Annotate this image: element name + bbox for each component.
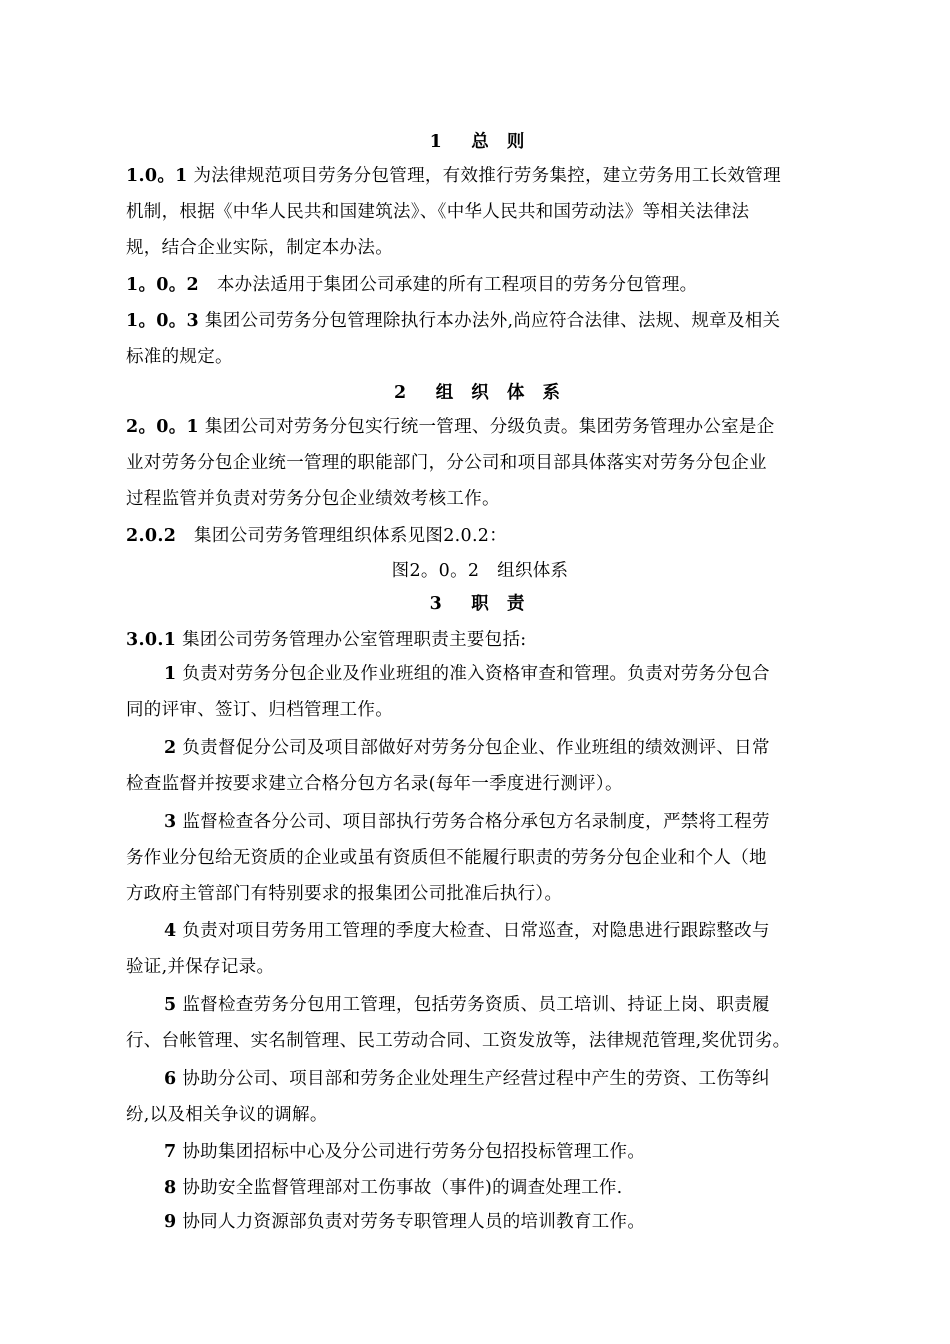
clause-number: 1。0。3 xyxy=(126,311,200,331)
duty-item-6-line-2: 纷,以及相关争议的调解。 xyxy=(126,1105,328,1125)
duty-item-1-line-1 xyxy=(164,662,770,686)
item-number: 5 xyxy=(164,995,177,1015)
duty-item-3-line-2: 务作业分包给无资质的企业或虽有资质但不能履行职责的劳务分包企业和个人（地 xyxy=(126,848,767,868)
section-1-heading: 1 总 则 xyxy=(429,132,531,152)
clause-1-0-1-line-1 xyxy=(126,164,781,188)
item-text: 负责对劳务分包企业及作业班组的准入资格审查和管理。负责对劳务分包合 xyxy=(176,664,770,684)
clause-2-0-1-line-1 xyxy=(126,415,775,439)
item-number: 6 xyxy=(164,1069,177,1089)
clause-text: 集团公司劳务分包管理除执行本办法外,尚应符合法律、法规、规章及相关 xyxy=(199,311,781,331)
section-2-heading: 2 组 织 体 系 xyxy=(394,383,566,403)
item-number: 8 xyxy=(164,1178,177,1198)
duty-item-1-line-2: 同的评审、签订、归档管理工作。 xyxy=(126,700,393,720)
clause-1-0-3-line-1 xyxy=(126,309,780,333)
clause-1-0-1-line-3: 规，结合企业实际，制定本办法。 xyxy=(126,238,393,258)
clause-number: 1.0。1 xyxy=(126,166,188,186)
clause-text: 集团公司劳务管理办公室管理职责主要包括: xyxy=(176,630,527,650)
duty-item-3-line-3: 方政府主管部门有特别要求的报集团公司批准后执行）。 xyxy=(126,884,563,904)
clause-text: 为法律规范项目劳务分包管理，有效推行劳务集控，建立劳务用工长效管理 xyxy=(187,166,781,186)
duty-item-5-line-1 xyxy=(164,993,770,1017)
item-text: 协助集团招标中心及分公司进行劳务分包招投标管理工作。 xyxy=(176,1142,646,1162)
item-number: 4 xyxy=(164,921,177,941)
duty-item-9 xyxy=(164,1210,645,1234)
clause-text: 集团公司劳务管理组织体系见图2.0.2： xyxy=(176,526,508,546)
item-text: 负责对项目劳务用工管理的季度大检查、日常巡查，对隐患进行跟踪整改与 xyxy=(176,921,770,941)
clause-text: 集团公司对劳务分包实行统一管理、分级负责。集团劳务管理办公室是企 xyxy=(199,417,775,437)
clause-1-0-2 xyxy=(126,273,697,297)
duty-item-3-line-1 xyxy=(164,810,770,834)
item-text: 监督检查各分公司、项目部执行劳务合格分承包方名录制度，严禁将工程劳 xyxy=(176,812,770,832)
figure-caption: 图2。0。2 组织体系 xyxy=(391,561,569,581)
item-number: 7 xyxy=(164,1142,177,1162)
clause-1-0-1-line-2: 机制，根据《中华人民共和国建筑法》、《中华人民共和国劳动法》等相关法律法 xyxy=(126,202,750,222)
clause-number: 2.0.2 xyxy=(126,526,177,546)
duty-item-4-line-2: 验证,并保存记录。 xyxy=(126,957,275,977)
item-text: 协助安全监督管理部对工伤事故（事件)的调查处理工作. xyxy=(176,1178,623,1198)
duty-item-8 xyxy=(164,1176,623,1200)
item-text: 协助分公司、项目部和劳务企业处理生产经营过程中产生的劳资、工伤等纠 xyxy=(176,1069,770,1089)
duty-item-2-line-1 xyxy=(164,736,770,760)
clause-number: 3.0.1 xyxy=(126,630,177,650)
item-number: 1 xyxy=(164,664,177,684)
clause-1-0-3-line-2: 标准的规定。 xyxy=(126,347,233,367)
duty-item-5-line-2: 行、台帐管理、实名制管理、民工劳动合同、工资发放等，法律规范管理,奖优罚劣。 xyxy=(126,1031,791,1051)
clause-text: 本办法适用于集团公司承建的所有工程项目的劳务分包管理。 xyxy=(199,275,698,295)
clause-number: 2。0。1 xyxy=(126,417,200,437)
clause-2-0-1-line-2: 业对劳务分包企业统一管理的职能部门，分公司和项目部具体落实对劳务分包企业 xyxy=(126,453,767,473)
item-text: 协同人力资源部负责对劳务专职管理人员的培训教育工作。 xyxy=(176,1212,646,1232)
clause-2-0-2 xyxy=(126,524,507,548)
section-3-heading: 3 职 责 xyxy=(429,594,531,614)
clause-2-0-1-line-3: 过程监管并负责对劳务分包企业绩效考核工作。 xyxy=(126,489,500,509)
item-number: 9 xyxy=(164,1212,177,1232)
duty-item-2-line-2: 检查监督并按要求建立合格分包方名录(每年一季度进行测评）。 xyxy=(126,774,623,794)
duty-item-7 xyxy=(164,1140,645,1164)
item-text: 监督检查劳务分包用工管理，包括劳务资质、员工培训、持证上岗、职责履 xyxy=(176,995,770,1015)
item-number: 2 xyxy=(164,738,177,758)
clause-number: 1。0。2 xyxy=(126,275,200,295)
duty-item-6-line-1 xyxy=(164,1067,770,1091)
clause-3-0-1 xyxy=(126,628,526,652)
item-text: 负责督促分公司及项目部做好对劳务分包企业、作业班组的绩效测评、日常 xyxy=(176,738,770,758)
item-number: 3 xyxy=(164,812,177,832)
duty-item-4-line-1 xyxy=(164,919,770,943)
